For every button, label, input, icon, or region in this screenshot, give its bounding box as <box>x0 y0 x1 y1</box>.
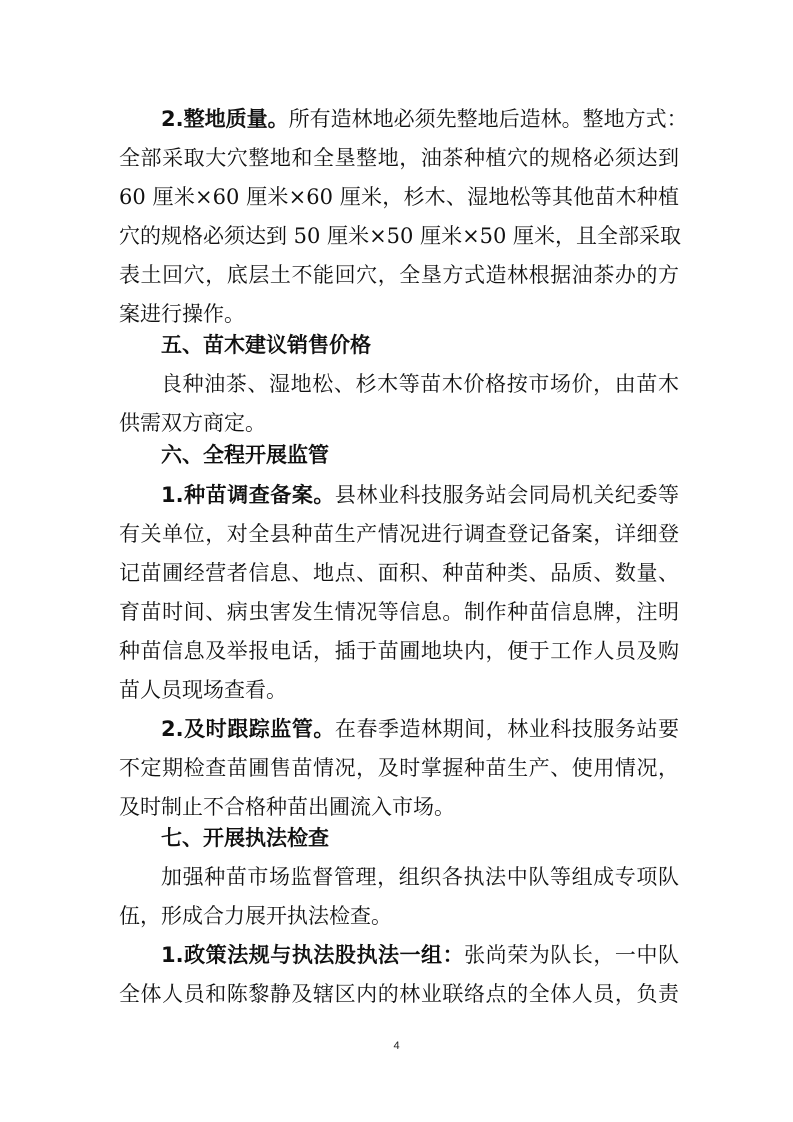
track-text: 在春季造林期间，林业科技服务站要 <box>334 717 679 741</box>
land-quality-line-6: 案进行操作。 <box>119 302 245 326</box>
record-lead: 1.种苗调查备案。 <box>161 483 335 507</box>
track-line-3: 及时制止不合格种苗出圃流入市场。 <box>119 795 455 819</box>
page-number: 4 <box>393 1040 400 1052</box>
land-quality-text: 所有造林地必须先整地后造林。整地方式： <box>288 107 688 131</box>
heading-enforcement: 七、开展执法检查 <box>161 826 329 850</box>
land-quality-line-2: 全部采取大穴整地和全垦整地，油茶种植穴的规格必须达到 <box>119 146 679 170</box>
group-line-1 <box>161 940 679 970</box>
group-lead: 1.政策法规与执法股执法一组： <box>161 943 465 967</box>
land-quality-line-4: 穴的规格必须达到 50 厘米×50 厘米×50 厘米，且全部采取 <box>119 224 682 248</box>
enforce-line-1: 加强种苗市场监督管理，组织各执法中队等组成专项队 <box>161 865 679 889</box>
land-quality-lead: 2.整地质量。 <box>161 107 289 131</box>
enforce-line-2: 伍，形成合力展开执法检查。 <box>119 904 392 928</box>
land-quality-line-5: 表土回穴，底层土不能回穴，全垦方式造林根据油茶办的方 <box>119 263 679 287</box>
record-line-5: 种苗信息及举报电话，插于苗圃地块内，便于工作人员及购 <box>119 639 679 663</box>
track-lead: 2.及时跟踪监管。 <box>161 717 335 741</box>
record-line-1 <box>161 480 679 510</box>
record-line-2: 有关单位，对全县种苗生产情况进行调查登记备案，详细登 <box>119 522 679 546</box>
record-text: 县林业科技服务站会同局机关纪委等 <box>334 483 679 507</box>
record-line-6: 苗人员现场查看。 <box>119 678 287 702</box>
land-quality-line-1 <box>161 104 688 134</box>
group-text: 张尚荣为队长，一中队 <box>464 943 679 967</box>
group-line-2: 全体人员和陈黎静及辖区内的林业联络点的全体人员，负责 <box>119 982 679 1006</box>
record-line-3: 记苗圃经营者信息、地点、面积、种苗种类、品质、数量、 <box>119 561 679 585</box>
price-line-2: 供需双方商定。 <box>119 411 266 435</box>
price-line-1: 良种油茶、湿地松、杉木等苗木价格按市场价，由苗木 <box>161 372 679 396</box>
track-line-1 <box>161 714 679 744</box>
record-line-4: 育苗时间、病虫害发生情况等信息。制作种苗信息牌，注明 <box>119 600 679 624</box>
heading-price: 五、苗木建议销售价格 <box>161 333 371 357</box>
track-line-2: 不定期检查苗圃售苗情况，及时掌握种苗生产、使用情况， <box>119 756 679 780</box>
heading-supervision: 六、全程开展监管 <box>161 443 329 467</box>
land-quality-line-3: 60 厘米×60 厘米×60 厘米，杉木、湿地松等其他苗木种植 <box>119 185 679 209</box>
